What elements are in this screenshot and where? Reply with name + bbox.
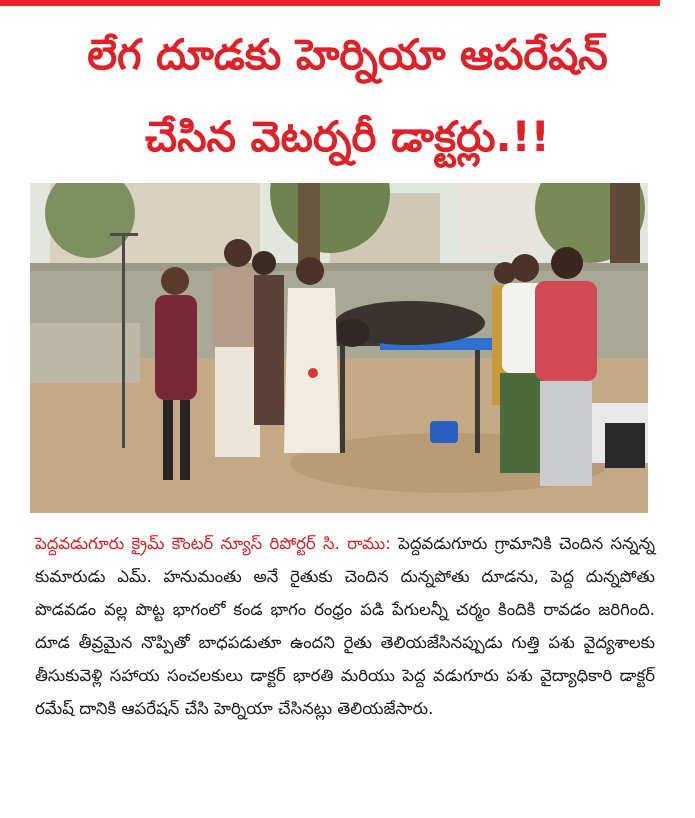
article-body: పెద్దవడుగూరు గ్రామానికి చెందిన సన్నన్న కుమారుడు ఎమ్. హనుమంతు అనే రైతుకు చెందిన దున్నపోతు దూడను, పెద్ద దున్నపోతు పొడవడం వల్ల పొట్ట భాగంలో కండ భాగం రంధ్రం పడి పేగులన్నీ చర్మం కిందికి రావడం జరిగింది. దూడ తీవ్రమైన నొప్పితో బాధపడుతూ ఉందని రైతు తెలియజేసినప్పుడు గుత్తి పశు వైద్యశాలకు తీసుకువెళ్లి సహాయ సంచలకులు డాక్టర్ భారతి మరియు పెద్ద వడుగూరు పశు వైద్యాధికారి డాక్టర్ రమేష్ దానికి ఆపరేషన్ చేసి హెర్నియా చేసినట్లు తెలియజేసారు. bbox=[35, 534, 656, 718]
top-accent-bar bbox=[0, 0, 660, 6]
article-byline: పెద్దవడుగూరు క్రైమ్ కౌంటర్ న్యూస్ రిపోర్టర్ సి. రాము: bbox=[35, 534, 391, 553]
headline-line-2: చేసిన వెటర్నరీ డాక్టర్లు.!! bbox=[145, 112, 550, 161]
headline-line-1: లేగ దూడకు హెర్నియా ఆపరేషన్ bbox=[87, 30, 608, 79]
article-text bbox=[35, 527, 655, 725]
news-photo bbox=[30, 183, 648, 513]
